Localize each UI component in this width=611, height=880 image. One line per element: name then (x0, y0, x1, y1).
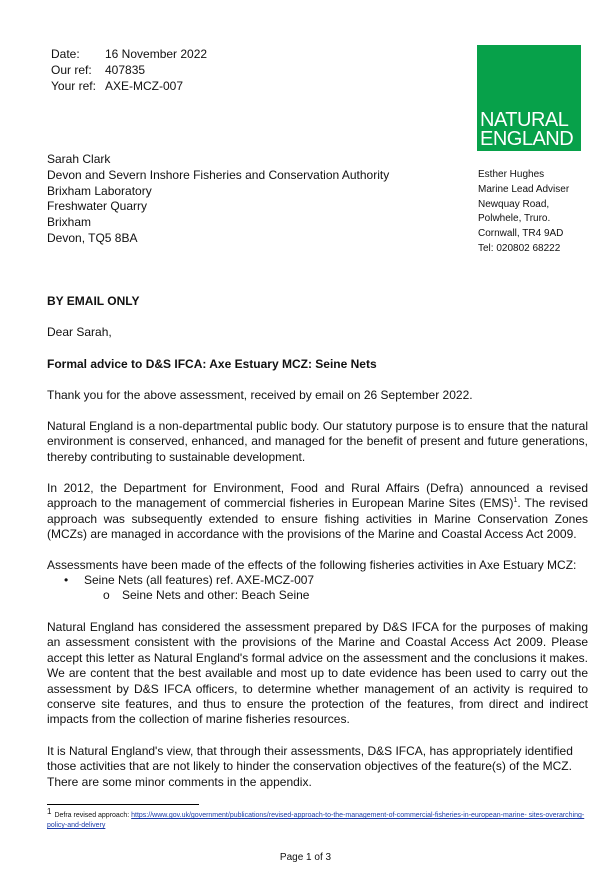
bullet-icon: • (64, 573, 69, 587)
date-row (51, 46, 207, 62)
list-item-label: Seine Nets (all features) ref. AXE-MCZ-007 (84, 573, 315, 587)
sender-address-line: Newquay Road, (478, 198, 550, 210)
natural-england-logo (477, 45, 581, 151)
recipient-address-line: Devon, TQ5 8BA (47, 230, 138, 245)
your-ref-row (51, 78, 207, 94)
salutation: Dear Sarah, (47, 325, 112, 339)
recipient-address-line: Brixham (47, 215, 92, 230)
logo-line-1: NATURAL (480, 109, 569, 131)
our-ref-label: Our ref: (51, 63, 92, 77)
footnote-divider (47, 804, 199, 805)
sender-name: Esther Hughes (478, 169, 545, 180)
sender-title: Marine Lead Adviser (478, 183, 570, 195)
sender-address (478, 168, 569, 257)
your-ref-label: Your ref: (51, 79, 96, 93)
footnote-number: 1 (47, 806, 52, 816)
recipient-name: Sarah Clark (47, 152, 111, 166)
paragraph-revised-approach (47, 481, 588, 543)
footnote-prefix: Defra revised approach: (54, 812, 130, 819)
paragraph-formal-advice: Natural England has considered the assessment prepared by D&S IFCA for the purposes of making an assessment consistent with the provisions of the Marine and Coastal Access Act 2009. Please accept this letter as Natural England's formal advice on the assessment and the conclusions it makes. We are content that the best available and most up to date evidence has been used to carry out the assessment by D&S IFCA officers, to determine whether management of an activity is required to conserve site features, and thus to ensure the protection of the features, from direct and indirect impacts from the collection of marine fisheries resources. (47, 620, 588, 727)
paragraph-statutory-purpose: Natural England is a non-departmental public body. Our statutory purpose is to ensure that the natural environment is conserved, enhanced, and managed for the benefit of present and future generations, thereby contributing to sustainable development. (47, 419, 588, 464)
paragraph-assessments-intro: Assessments have been made of the effects of the following fisheries activities in Axe Estuary MCZ: (47, 558, 577, 572)
sub-list-item-label: Seine Nets and other: Beach Seine (122, 588, 310, 603)
paragraph-acknowledgement: Thank you for the above assessment, received by email on 26 September 2022. (47, 388, 473, 402)
revised-approach-text-cont: . The revised approach was subsequently extended to ensure fishing activities in Marine Conservation Zones (MCZs) are managed in accordance with the provisions of the Marine and Coastal Access Act 2009. (47, 496, 589, 542)
sender-address-line: Cornwall, TR4 9AD (478, 228, 564, 240)
logo-line-2: ENGLAND (480, 128, 574, 150)
email-only-notice: BY EMAIL ONLY (47, 294, 140, 308)
sender-address-line: Polwhele, Truro. (478, 213, 551, 225)
paragraph-conclusion: It is Natural England's view, that through their assessments, D&S IFCA, has appropriately identified those activities that are not likely to hinder the conservation objectives of the feature(s) of the MCZ. There are some minor comments in the appendix. (47, 744, 573, 789)
recipient-address-line: Brixham Laboratory (47, 183, 152, 198)
hollow-bullet-icon: o (103, 588, 110, 603)
revised-approach-text: In 2012, the Department for Environment, Food and Rural Affairs (Defra) announced a revised approach to the management of commercial fisheries in European Marine Sites (EMS) (47, 481, 588, 511)
recipient-organisation: Devon and Severn Inshore Fisheries and Conservation Authority (47, 167, 390, 182)
reference-block (51, 46, 207, 94)
footnote (47, 806, 587, 831)
recipient-address-line: Freshwater Quarry (47, 199, 148, 214)
page-number: Page 1 of 3 (279, 852, 332, 863)
activity-list (64, 573, 314, 604)
date-value: 16 November 2022 (105, 47, 208, 61)
footnote-link[interactable]: https://www.gov.uk/government/publications/revised-approach-to-the-management-of-commercial-fisheries-in-european-marine- sites-overarching-policy-and-delivery (47, 812, 585, 829)
recipient-address (47, 152, 389, 247)
letter-subject: Formal advice to D&S IFCA: Axe Estuary MCZ: Seine Nets (47, 357, 377, 371)
date-label: Date: (51, 47, 80, 61)
list-item (64, 573, 314, 588)
footnote-reference: 1 (513, 497, 518, 505)
our-ref-value: 407835 (105, 63, 146, 77)
sub-list-item (103, 588, 314, 603)
sender-phone: Tel: 020802 68222 (478, 242, 561, 254)
your-ref-value: AXE-MCZ-007 (105, 79, 184, 93)
our-ref-row (51, 62, 207, 78)
